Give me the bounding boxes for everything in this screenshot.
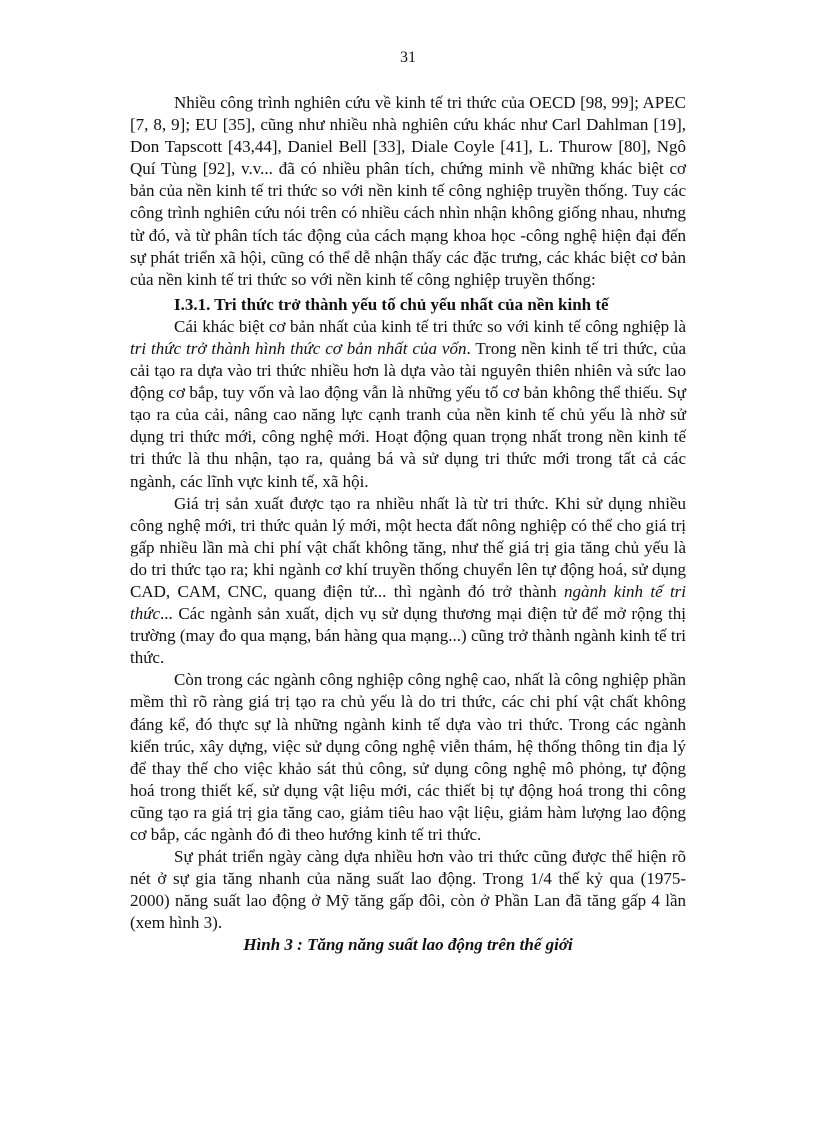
emphasis-text: tri thức trở thành hình thức cơ bản nhất của vốn <box>130 338 467 358</box>
paragraph-text: Giá trị sản xuất được tạo ra nhiều nhất là từ tri thức. Khi sử dụng nhiều công nghệ mới, tri thức quản lý mới, một hecta đất nông nghiệp có thể cho giá trị gấp nhiều lần mà chi phí vật chất không tăng, như thế giá trị gia tăng chủ yếu là do tri thức tạo ra; khi ngành cơ khí truyền thống chuyển lên tự động hoá, sử dụng CAD, CAM, CNC, quang điện tử... thì ngành đó trở thành <box>130 493 686 601</box>
paragraph-text: . Trong nền kinh tế tri thức, của cải tạo ra dựa vào tri thức nhiều hơn là dựa vào tài nguyên thiên nhiên và sức lao động cơ bắp, tuy vốn và lao động vẫn là những yếu tố cơ bản không thể thiếu. Sự tạo ra của cải, nâng cao năng lực cạnh tranh của nền kinh tế chủ yếu là nhờ sử dụng tri thức mới, công nghệ mới. Hoạt động quan trọng nhất trong nền kinh tế tri thức là thu nhận, tạo ra, quảng bá và sử dụng tri thức mới trong tất cả các ngành, các lĩnh vực kinh tế, xã hội. <box>130 338 686 491</box>
productivity-paragraph: Sự phát triển ngày càng dựa nhiều hơn vào tri thức cũng được thể hiện rõ nét ở sự gia tăng nhanh của năng suất lao động. Trong 1/4 thế kỷ qua (1975-2000) năng suất lao động ở Mỹ tăng gấp đôi, còn ở Phần Lan đã tăng gấp 4 lần (xem hình 3). <box>130 847 686 933</box>
knowledge-capital-paragraph <box>130 316 686 493</box>
page-number: 31 <box>400 49 416 66</box>
figure-caption: Hình 3 : Tăng năng suất lao động trên thế giới <box>243 935 573 955</box>
paragraph-text: Cái khác biệt cơ bản nhất của kinh tế tri thức so với kinh tế công nghiệp là <box>174 316 686 336</box>
section-heading: I.3.1. Tri thức trở thành yếu tố chủ yếu nhất của nền kinh tế <box>174 294 609 314</box>
intro-paragraph: Nhiều công trình nghiên cứu về kinh tế tri thức của OECD [98, 99]; APEC [7, 8, 9]; EU [35], cũng như nhiều nhà nghiên cứu khác như Carl Dahlman [19], Don Tapscott [43,44], Daniel Bell [33], Diale Coyle [41], L. Thurow [80], Ngô Quí Tùng [92], v.v... đã có nhiều phân tích, chứng minh về những khác biệt cơ bản của nền kinh tế tri thức so với nền kinh tế công nghiệp truyền thống. Tuy các công trình nghiên cứu nói trên có nhiều cách nhìn nhận không giống nhau, nhưng từ đó, và từ phân tích tác động của cách mạng khoa học -công nghệ hiện đại đến sự phát triển xã hội, cũng có thể dễ nhận thấy các đặc trưng, các khác biệt cơ bản của nền kinh tế tri thức so với nền kinh tế công nghiệp truyền thống: <box>130 93 686 289</box>
paragraph-text: ... Các ngành sản xuất, dịch vụ sử dụng thương mại điện tử để mở rộng thị trường (may đo qua mạng, bán hàng qua mạng...) cũng trở thành ngành kinh tế tri thức. <box>130 604 686 668</box>
high-tech-paragraph: Còn trong các ngành công nghiệp công nghệ cao, nhất là công nghiệp phần mềm thì rõ ràng giá trị tạo ra chủ yếu là do tri thức, các chi phí vật chất không đáng kể, đó thực sự là những ngành kinh tế dựa vào tri thức. Trong các ngành kiến trúc, xây dựng, việc sử dụng công nghệ viễn thám, hệ thống thông tin địa lý để thay thế cho việc khảo sát thủ công, sử dụng công nghệ mô phỏng, tự động hoá trong thiết kế, sử dụng vật liệu mới, các thiết bị tự động hoá trong thi công cũng tạo ra giá trị gia tăng cao, giảm tiêu hao vật liệu, giảm hàm lượng lao động cơ bắp, các ngành đó đi theo hướng kinh tế tri thức. <box>130 670 686 844</box>
production-value-paragraph <box>130 493 686 670</box>
page-body <box>130 92 686 956</box>
emphasis-text: ngành kinh tế tri thức <box>130 581 686 624</box>
